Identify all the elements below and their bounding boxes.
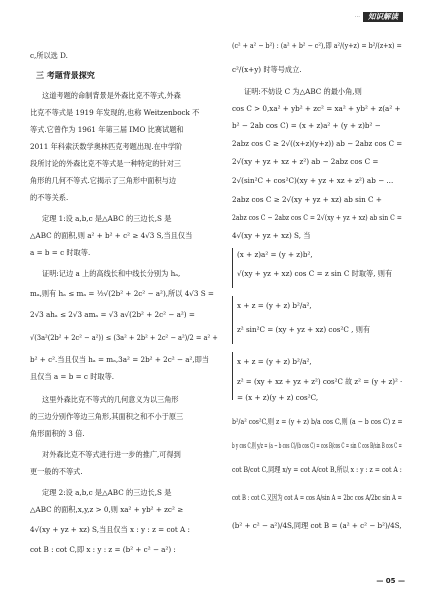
text-line: c,所以选 D. bbox=[30, 51, 68, 60]
text-line: 2√(sin²C + cos²C)(xy + yz + xz + z²) ab − ... bbox=[232, 176, 394, 185]
text-line: cos C > 0,xa² + yb² + zc² = xa² + yb² + z(a² + bbox=[232, 104, 401, 113]
text-line: 2abz cos C − 2abz cos C = 2√(xy + yz + xz) ab sin C = bbox=[232, 213, 402, 222]
text-line: 2abz cos C ≥ 2√((x+z)(y+z)) ab − 2abz cos C = bbox=[232, 139, 403, 148]
text-line: 4√(xy + yz + xz) S, 当 bbox=[232, 231, 311, 240]
brace bbox=[232, 248, 233, 288]
text-line: 2√(xy + yz + xz + z²) ab − 2abz cos C = bbox=[232, 157, 379, 166]
text-line: mₐ,则有 hₐ ≤ mₐ = ½√(2b² + 2c² − a²),所以 4√3 S = bbox=[30, 289, 214, 298]
text-line: c²/(x+y) 时等号成立. bbox=[232, 65, 302, 74]
text-line: 角形的几何不等式.它揭示了三角形中面积与边 bbox=[30, 176, 177, 185]
text-line: b²/a² cos²C,则 z = (y + z) b/a cos C,则 (a − b cos C) z = bbox=[232, 417, 403, 426]
text-line: 且仅当 a = b = c 时取等. bbox=[30, 372, 115, 381]
section-badge: 知识解读 bbox=[363, 12, 403, 22]
page-header bbox=[355, 12, 403, 22]
text-line: △ABC 的面积,x,y,z > 0,则 xa² + yb² + zc² ≥ bbox=[30, 505, 184, 514]
text-line: 角形面积的 3 倍. bbox=[30, 429, 85, 438]
text-line: cot B/cot C,同理 x/y = cot A/cot B,所以 x : y : z = cot A : bbox=[232, 465, 402, 474]
text-line: △ABC 的面积,则 a² + b² + c² ≥ 4√3 S,当且仅当 bbox=[30, 231, 193, 240]
text-line: 段所讨论的外森比克不等式是一种特定的针对三 bbox=[30, 159, 181, 168]
text-line: 的不等关系. bbox=[30, 193, 69, 202]
text-line: a = b = c 时取等. bbox=[30, 248, 91, 257]
theorem-2-line: 定理 2:设 a,b,c 是△ABC 的三边长,S 是 bbox=[42, 488, 172, 497]
text-line: z² sin²C = (xy + yz + xz) cos²C , 则有 bbox=[237, 325, 371, 334]
text-line: (b² + c² − a²)/4S,同理 cot B = (a² + c² − b²)/4S, bbox=[232, 521, 402, 530]
proof-line: 证明:不妨设 C 为△ABC 的最小角,则 bbox=[244, 87, 362, 96]
section-title: 三 考题背景探究 bbox=[36, 71, 95, 80]
text-line: cot B : cot C,即 x : y : z = (b² + c² − a²) : bbox=[30, 545, 176, 554]
text-line: b² − 2ab cos C) = (x + z)a² + (y + z)b² − bbox=[232, 121, 381, 130]
brace bbox=[232, 296, 233, 344]
text-line: 比克不等式是 1919 年发现的,也称 Weitzenbock 不 bbox=[30, 108, 200, 117]
text-line: 这道考题的命制背景是外森比克不等式,外森 bbox=[42, 91, 181, 100]
text-line: x + z = (y + z) b²/a², bbox=[237, 357, 312, 366]
text-line: cot B : cot C.又因为 cot A = cos A/sin A = 2bc cos A/2bc sin A = bbox=[232, 493, 402, 502]
text-line: = (x + z)(y + z) cos²C, bbox=[237, 393, 319, 402]
text-line: 2√3 ahₐ ≤ 2√3 amₐ = √3 a√(2b² + 2c² − a²) = bbox=[30, 310, 195, 319]
text-line: 2011 年科索沃数学奥林匹克考题出现.在中学阶 bbox=[30, 142, 183, 151]
header-small-text: ... bbox=[354, 13, 360, 19]
text-line: 等式.它曾作为 1961 年第三届 IMO 比赛试题和 bbox=[30, 125, 184, 134]
text-line: x + z = (y + z) b²/a², bbox=[237, 301, 312, 310]
text-line: b² + c².当且仅当 hₐ = mₐ,3a² = 2b² + 2c² − a²,即当 bbox=[30, 355, 210, 364]
page-number: — 05 — bbox=[376, 577, 405, 585]
proof-line: 证明:记边 a 上的高线长和中线长分别为 hₐ, bbox=[42, 269, 181, 278]
text-line: (x + z)a² = (y + z)b², bbox=[237, 250, 313, 259]
text-line: 2abz cos C ≥ 2√(xy + yz + xz) ab sin C + bbox=[232, 195, 382, 204]
text-line: 更一般的不等式. bbox=[30, 467, 83, 476]
brace bbox=[232, 352, 233, 400]
text-line: b y cos C,则 y/z = (a − b cos C)/(b cos C) = cos B/cos C = sin C cos B/sin B cos C = bbox=[232, 441, 402, 450]
theorem-1-line: 定理 1:设 a,b,c 是△ABC 的三边长,S 是 bbox=[42, 214, 172, 223]
text-line: z² = (xy + xz + yz + z²) cos²C 故 z² = (y + z)² · bbox=[237, 377, 403, 386]
text-line: 对外森比克不等式进行进一步的推广,可得到 bbox=[42, 450, 181, 459]
text-line: 这里外森比克不等式的几何意义为以三角形 bbox=[42, 395, 179, 404]
text-line: 的三边分别作等边三角形,其面积之和不小于原三 bbox=[30, 412, 184, 421]
text-line: 4√(xy + yz + xz) S,当且仅当 x : y : z = cot A : bbox=[30, 525, 190, 534]
text-line: (c² + a² − b²) : (a² + b² − c²),即 a²/(y+z) = b²/(z+x) = bbox=[232, 41, 402, 50]
text-line: √(xy + yz + xz) cos C = z sin C 时取等, 则有 bbox=[237, 269, 393, 278]
text-line: √(3a²(2b² + 2c² − a²)) ≤ (3a² + 2b² + 2c² − a²)/2 = a² + bbox=[30, 333, 218, 342]
